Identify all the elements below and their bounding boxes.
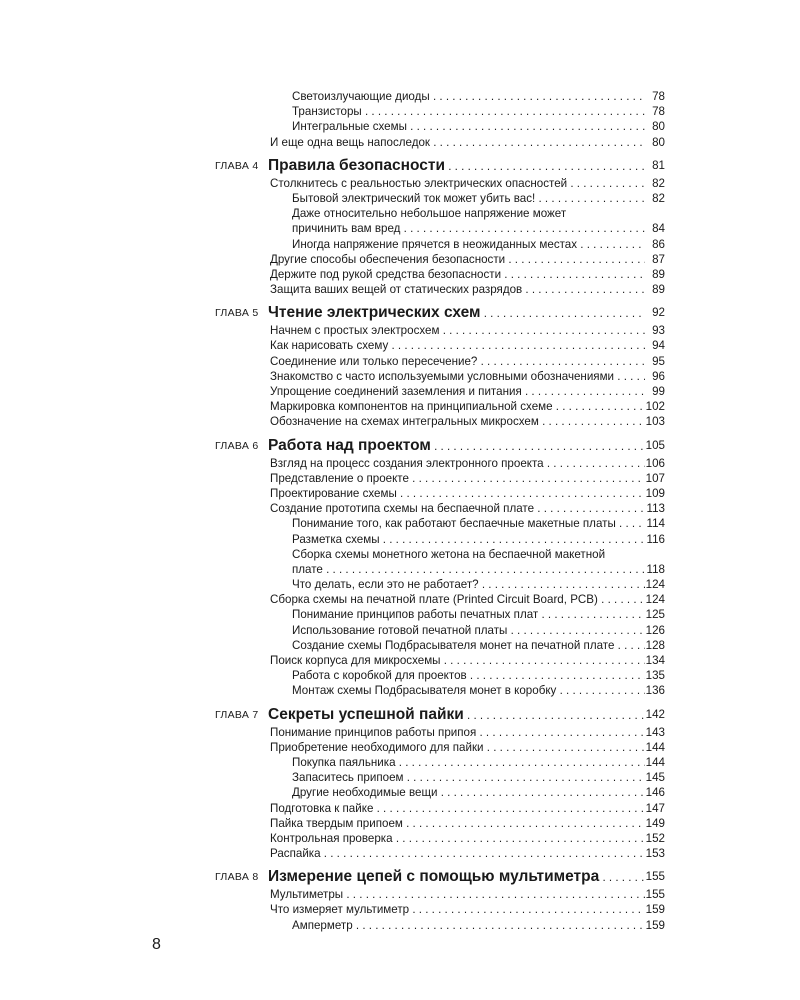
toc-page-number: 126 (645, 623, 665, 637)
chapter-title: Чтение электрических схем . . . (268, 302, 647, 324)
toc-entry-row (0, 135, 800, 150)
chapter-label: ГЛАВА 6 (215, 439, 259, 452)
toc-entry-title: Создание прототипа схемы на беспаечной плате . . . (270, 501, 647, 516)
toc-page-number: 142 (645, 704, 665, 725)
toc-entry-title: Знакомство с часто используемыми условными обозначениями . . . (270, 369, 647, 384)
toc-entry-row (0, 592, 800, 607)
toc-page-number: 87 (645, 252, 665, 267)
toc-entry-title: Контрольная проверка . . . (270, 831, 647, 846)
toc-entry-row (0, 816, 800, 831)
toc-entry-title: Что измеряет мультиметр . . . (270, 902, 647, 917)
toc-entry-row (0, 770, 800, 785)
chapter-title: Секреты успешной пайки . . . (268, 704, 647, 726)
toc-page-number: 118 (646, 562, 665, 576)
toc-page-number: 144 (645, 740, 665, 754)
toc-entry-title: Приобретение необходимого для пайки . . . (270, 740, 647, 755)
chapter-title: Правила безопасности . . . (268, 155, 647, 177)
toc-page-number: 96 (645, 369, 665, 384)
toc-page-number: 99 (645, 384, 665, 399)
toc-entry-row (0, 725, 800, 740)
toc-page-number: 93 (645, 323, 665, 338)
toc-entry-title: Иногда напряжение прячется в неожиданных местах . . . (292, 237, 647, 252)
toc-entry-title: Проектирование схемы . . . (270, 486, 647, 501)
toc-entry-title: Другие способы обеспечения безопасности . . . (270, 252, 647, 267)
toc-entry-title: Сборка схемы монетного жетона на беспаечной макетной (292, 547, 606, 561)
toc-entry-row (0, 785, 800, 800)
toc-entry-title: Обозначение на схемах интегральных микросхем . . . (270, 414, 647, 429)
toc-entry-title: Пайка твердым припоем . . . (270, 816, 647, 831)
toc-page-number: 153 (645, 847, 665, 861)
toc-entry-row (0, 104, 800, 119)
toc-page-number: 134 (645, 654, 665, 667)
toc-entry-row (0, 516, 800, 531)
toc-page-number: 149 (645, 816, 665, 830)
toc-entry-title: Бытовой электрический ток может убить вас! . . . (292, 191, 647, 206)
toc-entry-title: Защита ваших вещей от статических разрядов . . . (270, 282, 647, 297)
toc-entry-title: Представление о проекте . . . (270, 471, 647, 486)
toc-entry-title: Подготовка к пайке . . . (270, 801, 647, 816)
toc-page-number: 78 (645, 89, 665, 104)
toc-page-number: 82 (645, 191, 665, 206)
toc-entry-title: причинить вам вред . . . (292, 221, 647, 236)
chapter-label: ГЛАВА 7 (215, 708, 259, 721)
toc-entry-title: Монтаж схемы Подбрасывателя монет в коробку . . . (292, 683, 647, 698)
toc-chapter-row (0, 435, 800, 456)
toc-page-number: 102 (645, 400, 665, 414)
toc-chapter-row (0, 302, 800, 323)
toc-entry-row (0, 237, 800, 252)
toc-entry-title: Что делать, если это не работает? . . . (292, 577, 647, 592)
toc-entry-row (0, 486, 800, 501)
toc-entry-title: Столкнитесь с реальностью электрических опасностей . . . (270, 176, 647, 191)
toc-entry-row (0, 653, 800, 668)
table-of-contents (0, 89, 800, 933)
toc-entry-row (0, 501, 800, 516)
toc-page-number: 92 (645, 302, 665, 323)
chapter-title: Работа над проектом . . . (268, 435, 647, 457)
toc-page-number: 124 (645, 593, 665, 607)
toc-entry-row (0, 471, 800, 486)
toc-page-number: 84 (645, 221, 665, 236)
toc-chapter-row (0, 866, 800, 887)
toc-entry-title: Поиск корпуса для микросхемы . . . (270, 653, 647, 668)
toc-page-number: 105 (645, 435, 665, 456)
toc-entry-row (0, 384, 800, 399)
toc-page-number: 81 (645, 155, 665, 176)
toc-entry-row (0, 846, 800, 861)
toc-entry-title: Транзисторы . . . (292, 104, 647, 119)
toc-page-number: 113 (646, 502, 665, 516)
toc-entry-row (0, 354, 800, 369)
chapter-title: Измерение цепей с помощью мультиметра . . . (268, 866, 647, 888)
toc-entry-title: Амперметр . . . (292, 918, 647, 933)
toc-entry-row (0, 221, 800, 236)
toc-entry-title: Соединение или только пересечение? . . . (270, 354, 647, 369)
toc-entry-title: Работа с коробкой для проектов . . . (292, 668, 647, 683)
toc-entry-row (0, 607, 800, 622)
toc-page-number: 147 (645, 801, 665, 815)
toc-entry-title: И еще одна вещь напоследок . . . (270, 135, 647, 150)
chapter-label: ГЛАВА 4 (215, 159, 259, 172)
toc-page-number: 155 (645, 888, 665, 902)
toc-entry-title: Другие необходимые вещи . . . (292, 785, 647, 800)
toc-entry-row (0, 89, 800, 104)
toc-entry-row (0, 683, 800, 698)
toc-chapter-row (0, 704, 800, 725)
toc-entry-row (0, 399, 800, 414)
toc-entry-row (0, 369, 800, 384)
toc-page-number: 89 (645, 282, 665, 297)
toc-entry-title: Интегральные схемы . . . (292, 119, 647, 134)
toc-entry-row (0, 547, 800, 562)
toc-page-number: 94 (645, 338, 665, 353)
toc-entry-row (0, 252, 800, 267)
toc-entry-title: Начнем с простых электросхем . . . (270, 323, 647, 338)
toc-entry-row (0, 577, 800, 592)
toc-entry-row (0, 191, 800, 206)
toc-page-number: 144 (645, 755, 665, 769)
toc-entry-row (0, 668, 800, 683)
toc-entry-row (0, 801, 800, 816)
toc-page-number: 152 (645, 831, 665, 845)
toc-page-number: 78 (645, 104, 665, 119)
toc-entry-row (0, 206, 800, 221)
toc-entry-title: Покупка паяльника . . . (292, 755, 647, 770)
chapter-label: ГЛАВА 5 (215, 307, 259, 320)
toc-entry-title: Светоизлучающие диоды . . . (292, 89, 647, 104)
toc-page-number: 95 (645, 354, 665, 369)
toc-page-number: 125 (645, 608, 665, 622)
toc-page-number: 89 (645, 267, 665, 282)
toc-page-number: 82 (645, 176, 665, 191)
toc-entry-title: Понимание принципов работы припоя . . . (270, 725, 647, 740)
toc-entry-row (0, 119, 800, 134)
toc-entry-title: Даже относительно небольшое напряжение может (292, 207, 567, 221)
toc-entry-row (0, 338, 800, 353)
toc-entry-title: Маркировка компонентов на принципиальной схеме . . . (270, 399, 647, 414)
toc-page-number: 136 (645, 684, 665, 698)
page-number: 8 (152, 936, 161, 953)
toc-chapter-row (0, 155, 800, 176)
toc-page-number: 106 (645, 456, 665, 470)
toc-entry-row (0, 414, 800, 429)
toc-entry-row (0, 638, 800, 653)
toc-page-number: 116 (646, 532, 665, 546)
toc-entry-title: Распайка . . . (270, 846, 647, 861)
toc-entry-title: Создание схемы Подбрасывателя монет на печатной плате . . . (292, 638, 647, 653)
toc-entry-title: Упрощение соединений заземления и питания . . . (270, 384, 647, 399)
toc-page-number: 146 (645, 786, 665, 800)
toc-entry-row (0, 918, 800, 933)
toc-page-number: 107 (645, 471, 665, 485)
toc-entry-title: плате . . . (292, 562, 647, 577)
toc-entry-row (0, 176, 800, 191)
toc-entry-title: Понимание принципов работы печатных плат . . . (292, 607, 647, 622)
toc-entry-title: Разметка схемы . . . (292, 532, 647, 547)
toc-entry-row (0, 902, 800, 917)
toc-entry-row (0, 532, 800, 547)
toc-page-number: 159 (645, 918, 665, 932)
chapter-label: ГЛАВА 8 (215, 871, 259, 884)
toc-page-number: 86 (645, 237, 665, 252)
toc-entry-title: Взгляд на процесс создания электронного проекта . . . (270, 456, 647, 471)
toc-entry-row (0, 267, 800, 282)
toc-entry-row (0, 456, 800, 471)
toc-entry-title: Использование готовой печатной платы . . . (292, 623, 647, 638)
toc-page-number: 80 (645, 135, 665, 150)
toc-entry-row (0, 562, 800, 577)
toc-entry-title: Понимание того, как работают беспаечные макетные платы . . . (292, 516, 647, 531)
toc-entry-title: Как нарисовать схему . . . (270, 338, 647, 353)
toc-page-number: 159 (645, 903, 665, 917)
toc-entry-title: Запаситесь припоем . . . (292, 770, 647, 785)
toc-page-number: 128 (645, 638, 665, 652)
toc-entry-title: Сборка схемы на печатной плате (Printed Circuit Board, PCB) . . . (270, 592, 647, 607)
toc-entry-row (0, 282, 800, 297)
toc-page-number: 124 (645, 578, 665, 592)
toc-entry-row (0, 831, 800, 846)
toc-page-number: 103 (645, 415, 665, 429)
toc-page-number: 114 (646, 517, 665, 531)
toc-entry-row (0, 887, 800, 902)
toc-entry-title: Мультиметры . . . (270, 887, 647, 902)
toc-entry-title: Держите под рукой средства безопасности . . . (270, 267, 647, 282)
toc-entry-row (0, 623, 800, 638)
toc-page-number: 135 (645, 669, 665, 683)
toc-page-number: 143 (645, 725, 665, 739)
toc-page-number: 145 (645, 771, 665, 785)
toc-entry-row (0, 323, 800, 338)
toc-page-number: 109 (645, 486, 665, 500)
toc-page-number: 80 (645, 119, 665, 134)
toc-entry-row (0, 740, 800, 755)
toc-page-number: 155 (645, 866, 665, 887)
toc-entry-row (0, 755, 800, 770)
